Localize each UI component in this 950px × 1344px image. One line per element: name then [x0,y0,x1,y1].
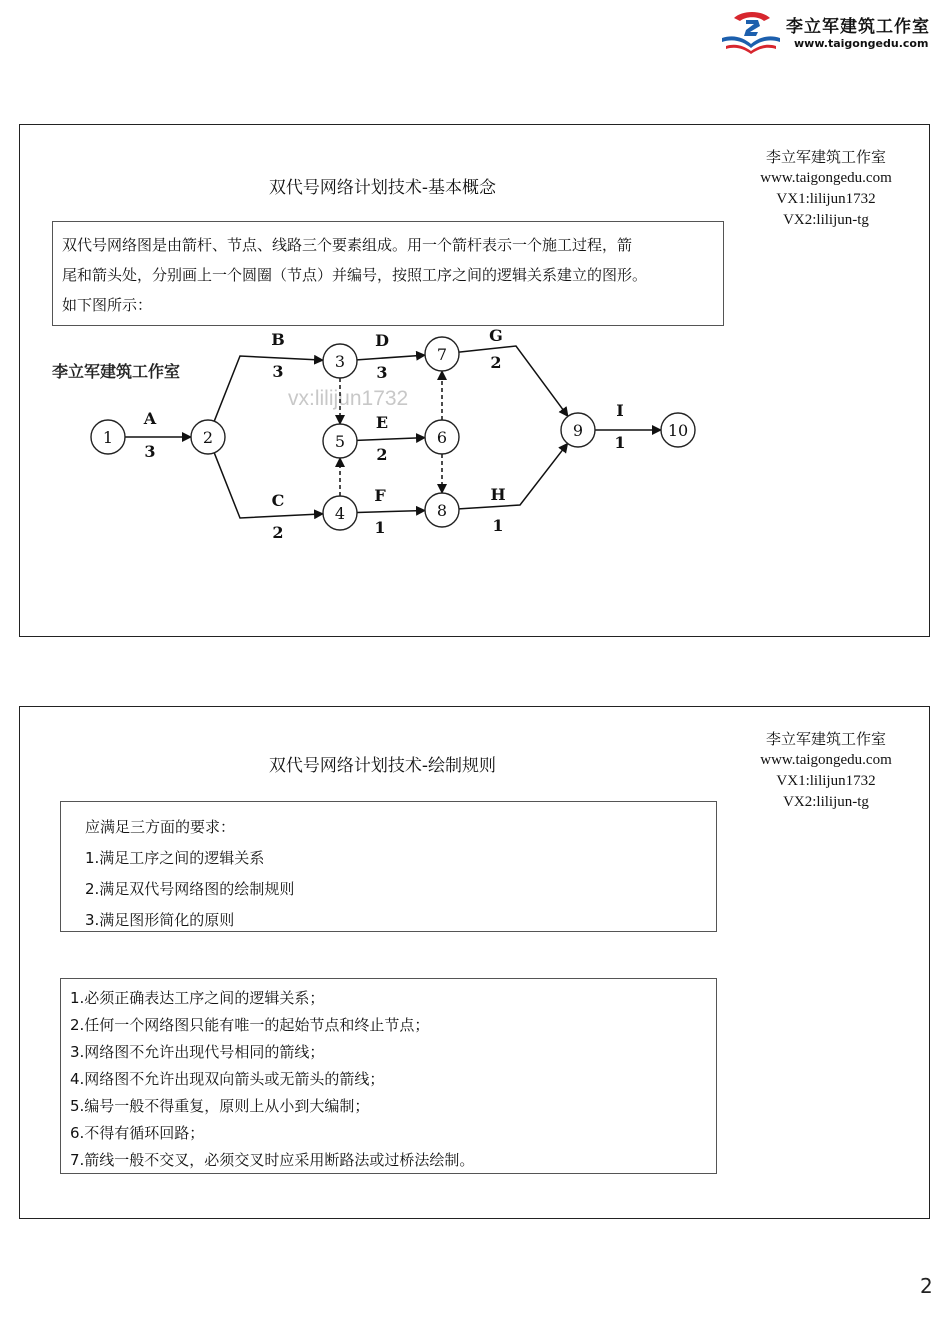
studio-website: www.taigongedu.com [760,170,892,186]
diagram-node [191,420,225,454]
requirement-item: 2.满足双代号网络图的绘制规则 [85,880,295,898]
activity-label: C [271,491,285,510]
slide-basic-concept [19,124,930,637]
studio-contact [746,729,906,813]
rule-item: 6.不得有循环回路； [70,1124,205,1142]
rule-item: 4.网络图不允许出现双向箭头或无箭头的箭线； [70,1070,385,1088]
description-box [52,221,724,326]
diagram-watermark-vx: vx:lilijun1732 [288,387,409,410]
activity-D-arrow [357,355,425,360]
activity-label: F [374,486,386,505]
diagram-node [323,496,357,530]
diagram-nodes [91,337,695,530]
page-number: 2 [920,1274,933,1298]
activity-duration: 3 [144,442,156,461]
activity-label: A [143,409,157,428]
node-number: 4 [334,504,346,523]
node-number: 9 [572,421,584,440]
studio-vx1: VX1:lilijun1732 [776,773,876,789]
activity-label: D [375,331,389,350]
diagram-node [425,337,459,371]
activity-duration: 1 [614,433,626,452]
slide-title: 双代号网络计划技术-绘制规则 [268,756,497,776]
logo-url: www.taigongedu.com [794,37,929,50]
requirements-box [60,801,717,932]
diagram-node [561,413,595,447]
activity-E-arrow [357,438,425,441]
rule-item: 3.网络图不允许出现代号相同的箭线； [70,1043,325,1061]
activity-duration: 2 [490,353,502,372]
rule-item: 1.必须正确表达工序之间的逻辑关系； [70,989,325,1007]
requirement-item: 3.满足图形简化的原则 [85,911,235,929]
description-line: 如下图所示： [62,296,153,314]
studio-name: 李立军建筑工作室 [765,730,886,748]
rule-item: 2.任何一个网络图只能有唯一的起始节点和终止节点； [70,1016,430,1034]
activity-label: H [490,485,506,504]
logo-emblem-icon [720,8,782,56]
diagram-node [323,424,357,458]
diagram-node [91,420,125,454]
activity-H-arrow [459,443,568,508]
diagram-node [661,413,695,447]
node-number: 10 [667,421,689,440]
activity-duration: 1 [374,518,386,537]
diagram-node [323,344,357,378]
node-number: 2 [202,428,214,447]
requirement-item: 应满足三方面的要求： [85,818,236,836]
activity-duration: 2 [272,523,284,542]
rule-item: 7.箭线一般不交叉，必须交叉时应采用断路法或过桥法绘制。 [70,1151,475,1169]
activity-C-arrow [214,453,323,518]
description-line: 尾和箭头处，分别画上一个圆圈（节点）并编号，按照工序之间的逻辑关系建立的图形。 [62,266,648,284]
activity-label: B [271,330,285,349]
studio-vx1: VX1:lilijun1732 [776,191,876,207]
activity-F-arrow [357,510,425,512]
node-number: 7 [436,345,448,364]
activity-G-arrow [459,346,568,416]
diagram-node [425,493,459,527]
slide-title: 双代号网络计划技术-基本概念 [268,178,497,198]
studio-vx2: VX2:lilijun-tg [783,794,869,810]
requirement-item: 1.满足工序之间的逻辑关系 [85,849,265,867]
node-number: 5 [334,432,346,451]
header-logo [720,6,945,56]
activity-duration: 1 [492,516,504,535]
activity-duration: 3 [272,362,284,381]
diagram-watermark-label: 李立军建筑工作室 [52,362,181,381]
node-number: 3 [334,352,346,371]
activity-label: E [375,413,389,432]
description-line: 双代号网络图是由箭杆、节点、线路三个要素组成。用一个箭杆表示一个施工过程，箭 [62,236,633,254]
slide-drawing-rules [19,706,930,1219]
node-number: 6 [436,428,448,447]
activity-duration: 3 [376,363,388,382]
network-diagram [50,323,689,545]
rule-item: 5.编号一般不得重复，原则上从小到大编制； [70,1097,370,1115]
activity-label: I [616,401,624,420]
studio-vx2: VX2:lilijun-tg [783,212,869,228]
node-number: 1 [102,428,114,447]
studio-contact [746,147,906,231]
logo-name: 李立军建筑工作室 [786,17,930,37]
activity-duration: 2 [376,445,388,464]
activity-label: G [489,326,503,345]
studio-name: 李立军建筑工作室 [765,148,886,166]
rules-box [60,978,717,1174]
studio-website: www.taigongedu.com [760,752,892,768]
node-number: 8 [436,501,448,520]
diagram-node [425,420,459,454]
